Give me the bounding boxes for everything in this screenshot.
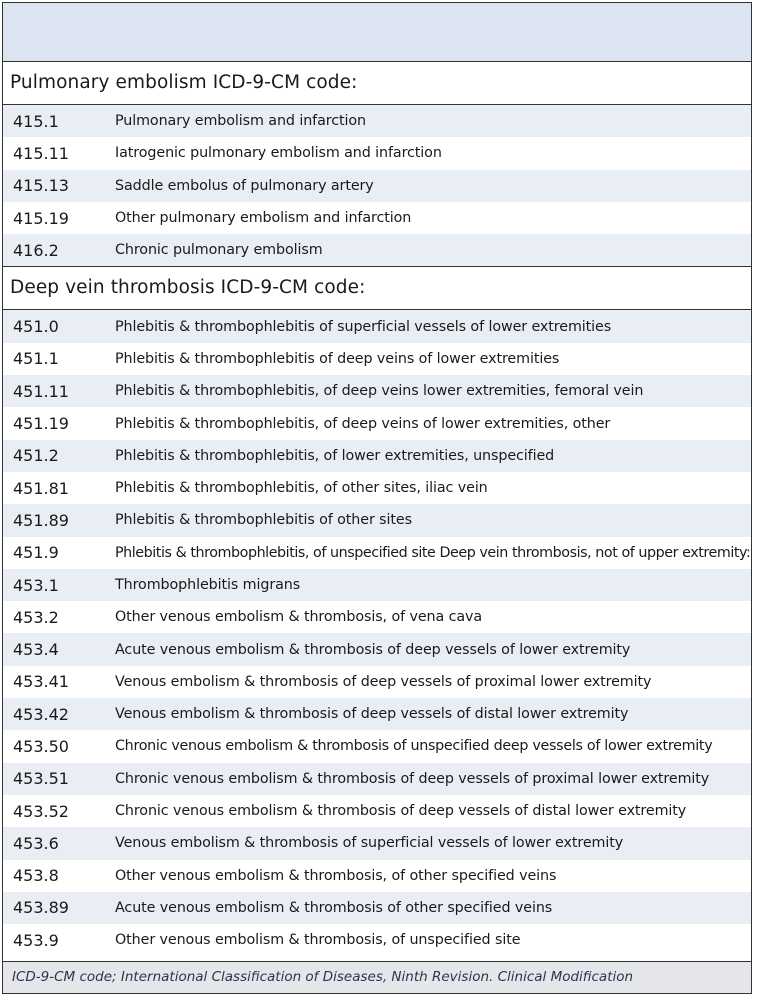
description-cell: Phlebitis & thrombophlebitis of superficial vessels of lower extremities xyxy=(115,318,612,335)
code-cell: 415.1 xyxy=(13,111,59,131)
code-cell: 451.19 xyxy=(13,414,69,434)
description-cell: Chronic venous embolism & thrombosis of deep vessels of proximal lower extremity xyxy=(115,770,710,787)
description-cell: Venous embolism & thrombosis of deep vessels of proximal lower extremity xyxy=(115,673,652,690)
table-row xyxy=(3,633,751,665)
table-row xyxy=(3,569,751,601)
code-cell: 451.2 xyxy=(13,446,59,466)
description-cell: Phlebitis & thrombophlebitis, of deep veins of lower extremities, other xyxy=(115,415,611,432)
code-cell: 453.9 xyxy=(13,930,59,950)
table-row xyxy=(3,860,751,892)
code-cell: 415.19 xyxy=(13,208,69,228)
table-row xyxy=(3,407,751,439)
code-cell: 453.4 xyxy=(13,640,59,660)
code-cell: 415.11 xyxy=(13,143,69,163)
icd-code-table xyxy=(2,2,752,994)
description-cell: Chronic venous embolism & thrombosis of deep vessels of distal lower extremity xyxy=(115,803,687,820)
table-row xyxy=(3,105,751,137)
code-cell: 451.9 xyxy=(13,543,59,563)
code-cell: 451.89 xyxy=(13,510,69,530)
code-cell: 453.6 xyxy=(13,833,59,853)
code-cell: 453.51 xyxy=(13,769,69,789)
description-cell: Pulmonary embolism and infarction xyxy=(115,113,366,130)
table-row xyxy=(3,924,751,956)
description-cell: Iatrogenic pulmonary embolism and infarction xyxy=(115,145,442,162)
description-cell: Phlebitis & thrombophlebitis, of other sites, iliac vein xyxy=(115,480,488,497)
description-cell: Other pulmonary embolism and infarction xyxy=(115,210,412,227)
description-cell: Phlebitis & thrombophlebitis of deep veins of lower extremities xyxy=(115,350,560,367)
table-header-band xyxy=(3,3,751,62)
code-cell: 451.1 xyxy=(13,349,59,369)
description-cell: Venous embolism & thrombosis of superficial vessels of lower extremity xyxy=(115,835,624,852)
code-cell: 453.1 xyxy=(13,575,59,595)
table-row xyxy=(3,170,751,202)
description-cell: Saddle embolus of pulmonary artery xyxy=(115,177,374,194)
code-cell: 453.42 xyxy=(13,704,69,724)
description-cell: Phlebitis & thrombophlebitis of other sites xyxy=(115,512,412,529)
code-cell: 453.89 xyxy=(13,898,69,918)
table-row xyxy=(3,343,751,375)
code-cell: 451.81 xyxy=(13,478,69,498)
table-row xyxy=(3,698,751,730)
table-row xyxy=(3,827,751,859)
table-row xyxy=(3,202,751,234)
code-cell: 453.8 xyxy=(13,866,59,886)
section-rows xyxy=(3,105,751,267)
description-cell: Thrombophlebitis migrans xyxy=(115,577,301,593)
section-title: Deep vein thrombosis ICD-9-CM code: xyxy=(3,267,751,310)
table-row xyxy=(3,504,751,536)
table-row xyxy=(3,795,751,827)
code-cell: 416.2 xyxy=(13,240,59,260)
description-cell: Phlebitis & thrombophlebitis, of unspecified site Deep vein thrombosis, not of upper extremity: xyxy=(115,544,751,561)
section-rows xyxy=(3,310,751,956)
table-row xyxy=(3,763,751,795)
code-cell: 451.0 xyxy=(13,317,59,337)
table-row xyxy=(3,472,751,504)
description-cell: Other venous embolism & thrombosis, of vena cava xyxy=(115,609,483,626)
table-body xyxy=(3,62,751,956)
pulmonary-embolism-section xyxy=(3,62,751,267)
code-cell: 453.52 xyxy=(13,801,69,821)
table-row xyxy=(3,234,751,267)
table-row xyxy=(3,310,751,342)
code-cell: 453.50 xyxy=(13,736,69,756)
code-cell: 453.41 xyxy=(13,672,69,692)
table-row xyxy=(3,137,751,169)
table-row xyxy=(3,666,751,698)
table-row xyxy=(3,440,751,472)
section-title: Pulmonary embolism ICD-9-CM code: xyxy=(3,62,751,105)
table-row xyxy=(3,730,751,762)
description-cell: Phlebitis & thrombophlebitis, of deep veins lower extremities, femoral vein xyxy=(115,383,644,400)
table-row xyxy=(3,892,751,924)
code-cell: 453.2 xyxy=(13,607,59,627)
description-cell: Chronic pulmonary embolism xyxy=(115,242,323,259)
deep-vein-thrombosis-section xyxy=(3,267,751,956)
table-row xyxy=(3,375,751,407)
description-cell: Phlebitis & thrombophlebitis, of lower extremities, unspecified xyxy=(115,447,555,464)
code-cell: 451.11 xyxy=(13,381,69,401)
description-cell: Acute venous embolism & thrombosis of other specified veins xyxy=(115,899,553,916)
description-cell: Chronic venous embolism & thrombosis of unspecified deep vessels of lower extremity xyxy=(115,738,713,755)
description-cell: Venous embolism & thrombosis of deep vessels of distal lower extremity xyxy=(115,706,629,723)
table-footnote: ICD-9-CM code; International Classification of Diseases, Ninth Revision. Clinical Modification xyxy=(3,961,751,993)
description-cell: Acute venous embolism & thrombosis of deep vessels of lower extremity xyxy=(115,641,631,658)
code-cell: 415.13 xyxy=(13,176,69,196)
description-cell: Other venous embolism & thrombosis, of other specified veins xyxy=(115,867,557,884)
table-row xyxy=(3,601,751,633)
description-cell: Other venous embolism & thrombosis, of unspecified site xyxy=(115,932,521,949)
table-row xyxy=(3,537,751,569)
